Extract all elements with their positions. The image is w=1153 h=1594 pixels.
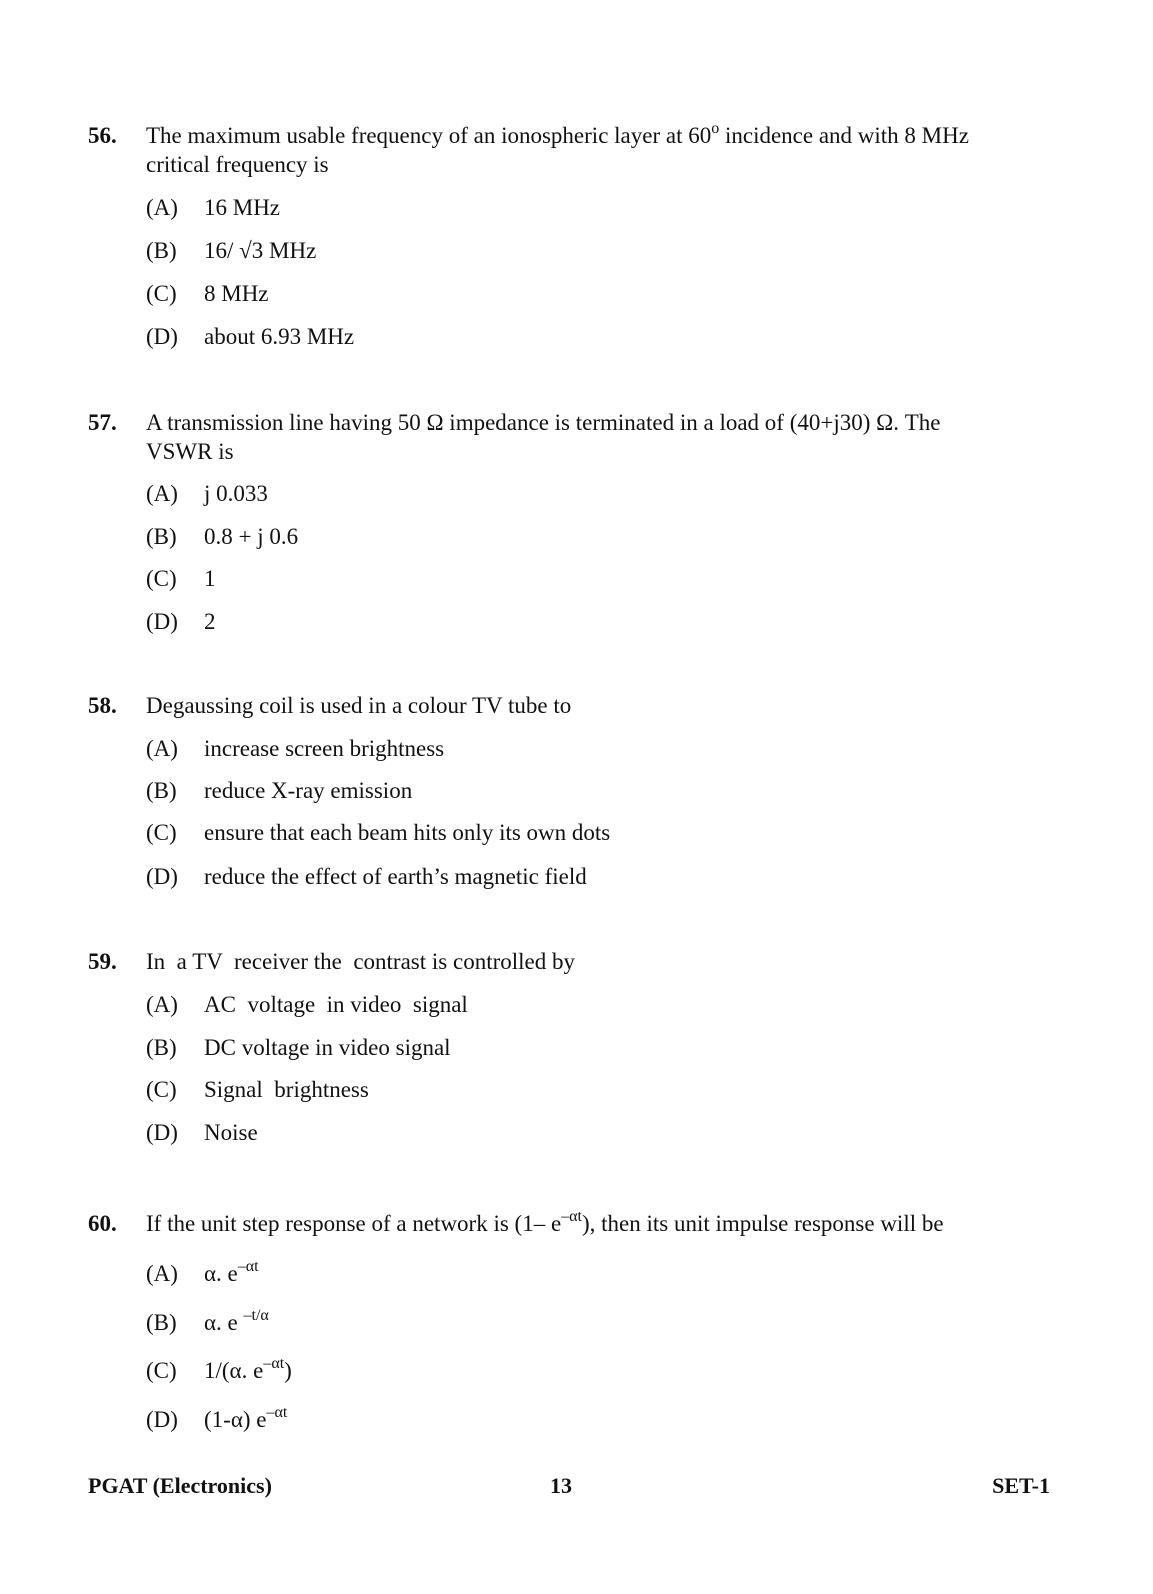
option-text: Signal brightness: [204, 1077, 369, 1102]
question-line: If the unit step response of a network is (1– $e^{-\alpha t}$), then its unit impulse response will be: [146, 1208, 944, 1236]
option-label: (C): [146, 281, 177, 306]
option-label: (C): [146, 820, 177, 845]
option-text: 1: [204, 566, 216, 591]
question-number: 57.: [88, 410, 117, 435]
option-label: (A): [146, 736, 178, 761]
option-text: reduce the effect of earth’s magnetic field: [204, 864, 587, 889]
option-label: (B): [146, 1035, 177, 1060]
option-text: 16 MHz: [204, 195, 281, 220]
option-text: AC voltage in video signal: [204, 992, 468, 1017]
option-text: increase screen brightness: [204, 736, 445, 761]
question-number: 59.: [88, 949, 117, 974]
option-label: (D): [146, 864, 178, 889]
option-label: (C): [146, 1358, 177, 1383]
option-label: (D): [146, 1407, 178, 1432]
option-label: (D): [146, 324, 178, 349]
option-label: (D): [146, 609, 178, 634]
question-text: [146, 408, 1058, 466]
option-label: (A): [146, 481, 178, 506]
option-label: (A): [146, 1261, 178, 1286]
option-label: (B): [146, 1310, 177, 1335]
question-number: 56.: [88, 123, 117, 148]
option-text: 0.8 + j 0.6: [204, 524, 299, 549]
option-label: (A): [146, 992, 178, 1017]
question-text: [146, 121, 1058, 179]
option-label: (B): [146, 524, 177, 549]
footer-exam-title: PGAT (Electronics): [88, 1473, 272, 1498]
question-line: VSWR is: [146, 439, 234, 464]
question-text: [146, 1209, 1058, 1238]
question-line: The maximum usable frequency of an ionospheric layer at 60$^o$ incidence and with 8 MHz: [146, 120, 969, 148]
option-label: (C): [146, 566, 177, 591]
option-text: 2: [204, 609, 216, 634]
option-text: 8 MHz: [204, 281, 269, 306]
footer-set-label: SET-1: [992, 1473, 1050, 1498]
question-number: 58.: [88, 693, 117, 718]
option-text: 16/ √3 MHz: [204, 238, 317, 263]
question-line: In a TV receiver the contrast is controlled by: [146, 949, 575, 974]
question-number: 60.: [88, 1211, 117, 1236]
option-label: (C): [146, 1077, 177, 1102]
option-text: (1-α) $e^{-\alpha t}$: [204, 1404, 288, 1432]
option-text: Noise: [204, 1120, 258, 1145]
question-line: A transmission line having 50 Ω impedance is terminated in a load of (40+j30) Ω. The: [146, 410, 941, 435]
option-text: 1/(α. $e^{-\alpha t}$): [204, 1355, 292, 1383]
option-label: (B): [146, 778, 177, 803]
option-text: about 6.93 MHz: [204, 324, 355, 349]
option-text: α. e $^{-t/\alpha}$: [204, 1307, 269, 1335]
option-text: reduce X-ray emission: [204, 778, 413, 803]
option-text: DC voltage in video signal: [204, 1035, 451, 1060]
option-text: j 0.033: [204, 481, 268, 506]
option-text: α. $e^{-\alpha t}$: [204, 1258, 259, 1286]
option-text: ensure that each beam hits only its own dots: [204, 820, 611, 845]
question-line: Degaussing coil is used in a colour TV tube to: [146, 693, 572, 718]
question-text: [146, 947, 1058, 976]
option-label: (D): [146, 1120, 178, 1145]
option-label: (B): [146, 238, 177, 263]
question-text: [146, 691, 1058, 720]
question-line: critical frequency is: [146, 152, 329, 177]
option-label: (A): [146, 195, 178, 220]
page-number: 13: [550, 1473, 572, 1498]
